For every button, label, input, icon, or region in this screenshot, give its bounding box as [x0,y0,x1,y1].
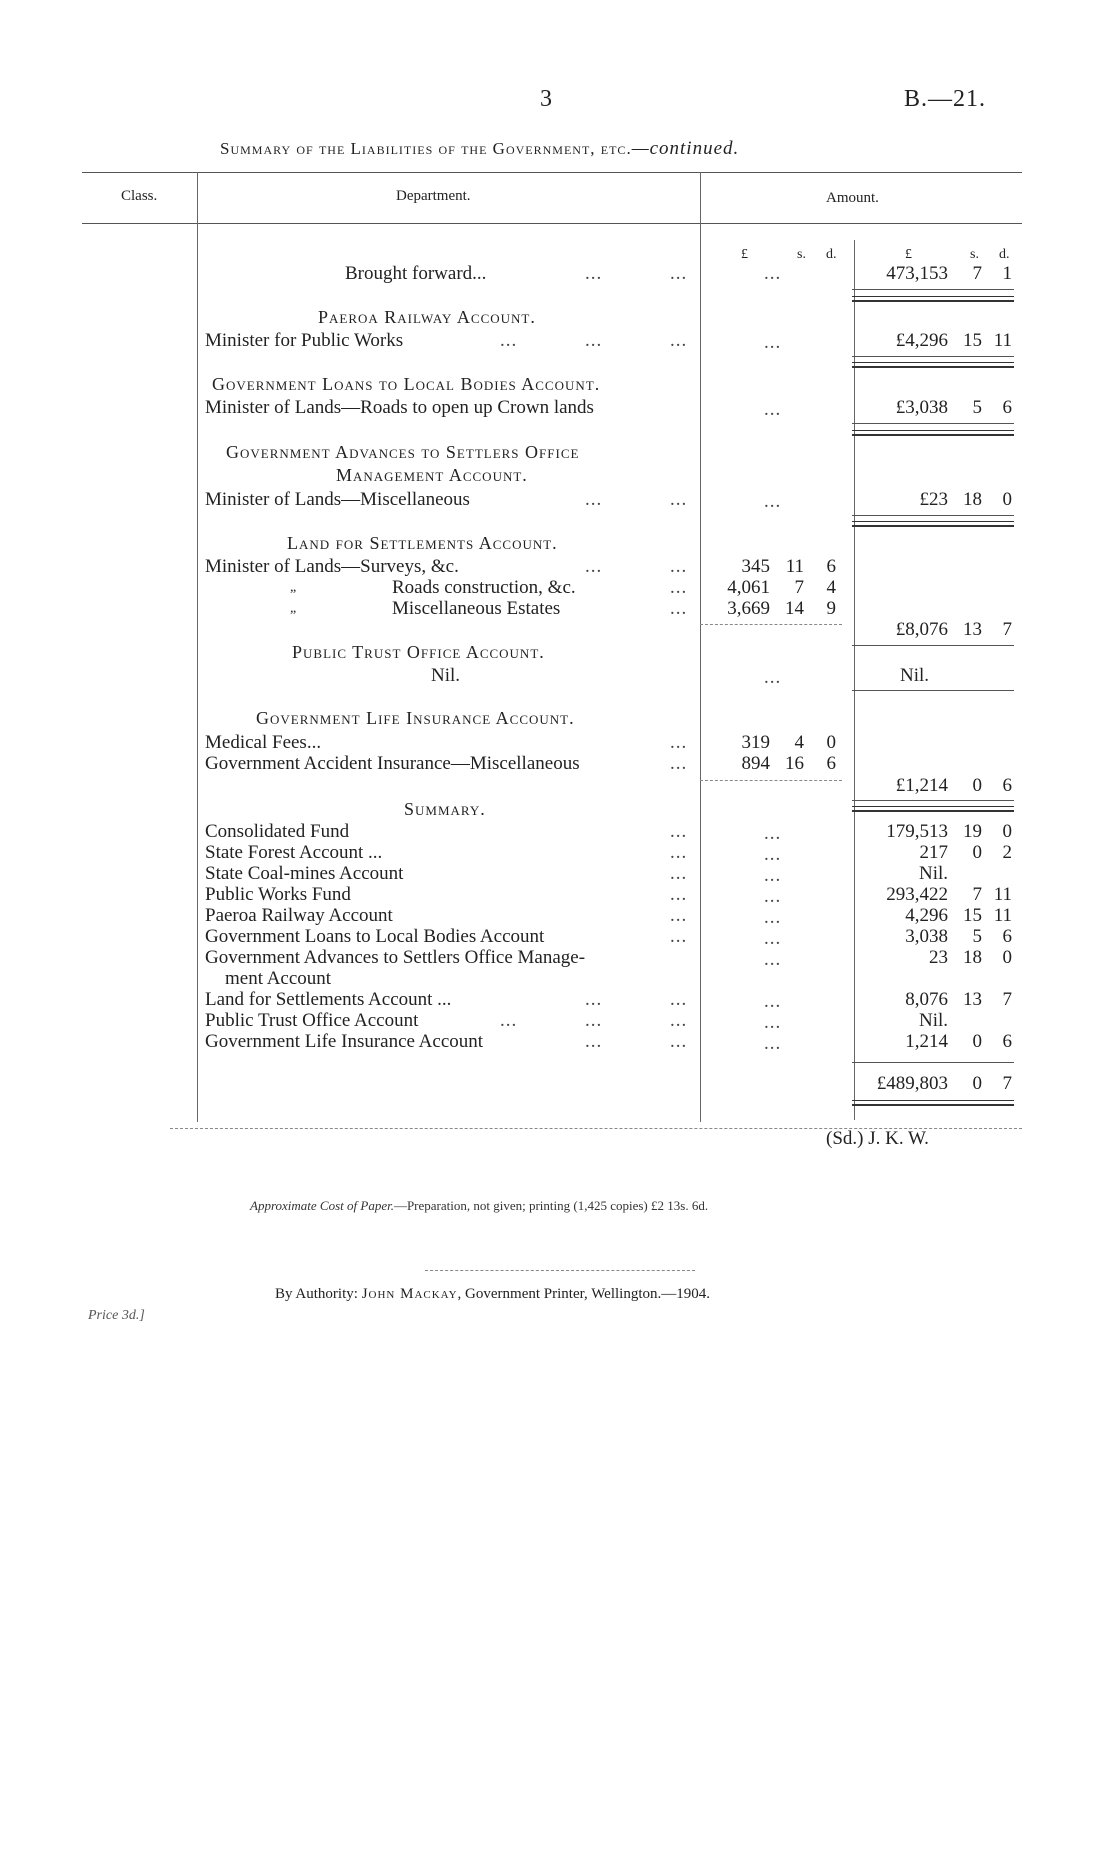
advances-heading-2: Management Account. [336,465,528,485]
amount-dots: ... [764,886,782,907]
summary-item-pounds: 179,513 [886,821,948,842]
amount-dots: ... [764,907,782,928]
unit-d-2: d. [999,247,1010,262]
summary-item-shillings: 13 [963,989,982,1010]
grand-total-shillings: 0 [972,1073,982,1094]
amount-dots: ... [764,991,782,1012]
signature: (Sd.) J. K. W. [826,1128,929,1149]
dots: ... [670,263,688,284]
public-trust-total: Nil. [900,665,930,686]
title-text: Summary of the Liabilities of the Government, etc. [220,139,632,158]
dots: ... [670,926,688,947]
land-item-pence: 4 [826,577,836,598]
land-heading: Land for Settlements Account. [287,533,558,553]
unit-pound-1: £ [741,247,748,262]
summary-item-label: Government Advances to Settlers Office Manage- [205,947,586,968]
summary-heading: Summary. [404,799,486,819]
ditto-mark: „ [290,580,297,595]
sum-rule [852,645,1014,646]
summary-item-label: State Coal-mines Account [205,863,404,884]
land-item-shillings: 14 [785,598,804,619]
header-amount: Amount. [826,190,879,206]
land-item-label: Minister of Lands—Surveys, &c. [205,556,459,577]
land-item-label: Roads construction, &c. [392,577,576,598]
dots: ... [670,989,688,1010]
paeroa-label: Minister for Public Works [205,330,404,351]
cost-text: —Preparation, not given; printing (1,425 copies) £2 13s. 6d. [393,1198,709,1213]
amount-dots: ... [764,263,782,284]
land-item-pence: 6 [826,556,836,577]
total-shillings: 5 [972,397,982,418]
authority-suffix: , Government Printer, Wellington.—1904. [457,1286,711,1302]
subtotal-rule [700,780,842,781]
total-column-divider [854,240,855,1120]
life-item-pounds: 894 [741,753,770,774]
summary-item-label: Paeroa Railway Account [205,905,393,926]
total-pence: 6 [1002,775,1012,796]
summary-item-pounds: 8,076 [905,989,948,1010]
life-item-pounds: 319 [741,732,770,753]
advances-heading-1: Government Advances to Settlers Office [226,442,580,462]
amount-dots: ... [764,332,782,353]
total-pounds: £3,038 [895,397,948,418]
sum-rule [852,289,1014,290]
header-class: Class. [121,188,158,204]
unit-d-1: d. [826,247,837,262]
grand-total-pounds: £489,803 [876,1073,948,1094]
dots: ... [670,556,688,577]
land-item-pounds: 3,669 [727,598,770,619]
amount-dots: ... [764,1012,782,1033]
ditto-mark: „ [290,601,297,616]
double-rule [852,521,1014,527]
loans-label: Minister of Lands—Roads to open up Crown lands [205,397,594,418]
summary-item-label: State Forest Account ... [205,842,383,863]
dots: ... [585,556,603,577]
dots: ... [670,577,688,598]
summary-item-pounds: 23 [929,947,948,968]
life-item-pence: 0 [826,732,836,753]
total-shillings: 18 [963,489,982,510]
summary-item-pounds: 217 [919,842,948,863]
summary-item-pence: 0 [1002,947,1012,968]
loans-heading: Government Loans to Local Bodies Account. [212,374,601,394]
brought-forward-label: Brought forward... [345,263,487,284]
page-number: 3 [540,86,552,112]
summary-item-pounds: 1,214 [905,1031,948,1052]
double-rule [852,362,1014,368]
sum-rule [852,356,1014,357]
land-item-pence: 9 [826,598,836,619]
unit-s-1: s. [797,247,806,262]
summary-item-label: Consolidated Fund [205,821,350,842]
summary-item-label: Public Trust Office Account [205,1010,419,1031]
land-item-pounds: 4,061 [727,577,770,598]
total-pence: 6 [1002,397,1012,418]
summary-item-shillings: 18 [963,947,982,968]
double-rule [852,1100,1014,1106]
unit-pound-2: £ [905,247,912,262]
summary-item-label: Government Life Insurance Account [205,1031,484,1052]
summary-item-pence: 7 [1002,989,1012,1010]
dots: ... [670,598,688,619]
title-continued: —continued. [631,138,740,159]
double-rule [852,430,1014,436]
amount-dots: ... [764,949,782,970]
dots: ... [670,330,688,351]
amount-dots: ... [764,399,782,420]
summary-item-pounds: 3,038 [905,926,948,947]
amount-dots: ... [764,667,782,688]
header-rule [82,223,1022,224]
dots: ... [670,863,688,884]
document-reference: B.—21. [904,86,987,112]
unit-s-2: s. [970,247,979,262]
summary-item-shillings: 0 [972,1031,982,1052]
summary-item-label: Public Works Fund [205,884,351,905]
land-item-shillings: 7 [794,577,804,598]
table-top-rule [82,172,1022,173]
dots: ... [670,753,688,774]
dots: ... [585,1010,603,1031]
cost-note [250,1198,708,1214]
summary-item-shillings: 19 [963,821,982,842]
dots: ... [670,732,688,753]
dots: ... [585,489,603,510]
public-trust-heading: Public Trust Office Account. [292,642,545,662]
total-pounds: £23 [919,489,948,510]
sum-rule [852,515,1014,516]
life-item-pence: 6 [826,753,836,774]
total-pounds: £4,296 [895,330,948,351]
summary-item-pounds: Nil. [918,1010,948,1031]
dots: ... [670,884,688,905]
sum-rule [852,800,1014,801]
total-shillings: 0 [972,775,982,796]
summary-item-pence: 0 [1002,821,1012,842]
summary-item-pounds: 293,422 [886,884,948,905]
total-pence: 7 [1002,619,1012,640]
total-pence: 11 [993,330,1012,351]
amount-column-divider [700,172,701,1122]
paeroa-heading: Paeroa Railway Account. [318,307,536,327]
land-item-shillings: 11 [785,556,804,577]
dots: ... [670,842,688,863]
subtotal-rule [700,624,842,625]
summary-item-shillings: 7 [972,884,982,905]
page-title [220,138,739,160]
amount-dots: ... [764,928,782,949]
amount-dots: ... [764,491,782,512]
summary-item-shillings: 0 [972,842,982,863]
land-item-label: Miscellaneous Estates [392,598,561,619]
total-pounds: £1,214 [895,775,948,796]
amount-dots: ... [764,865,782,886]
dots: ... [585,1031,603,1052]
sum-rule [852,423,1014,424]
header-department: Department. [396,188,471,204]
grand-total-pence: 7 [1002,1073,1012,1094]
total-shillings: 7 [972,263,982,284]
summary-item-shillings: 5 [972,926,982,947]
summary-item-pence: 6 [1002,926,1012,947]
dots: ... [670,1010,688,1031]
life-heading: Government Life Insurance Account. [256,708,575,728]
price: Price 3d.] [88,1308,145,1323]
advances-label: Minister of Lands—Miscellaneous [205,489,470,510]
authority-prefix: By Authority: [275,1286,362,1302]
dots: ... [670,1031,688,1052]
amount-dots: ... [764,844,782,865]
summary-item-label: Government Loans to Local Bodies Account [205,926,545,947]
public-trust-label: Nil. [431,665,461,686]
dots: ... [585,330,603,351]
total-shillings: 15 [963,330,982,351]
dots: ... [585,263,603,284]
footer-rule [425,1270,695,1271]
amount-dots: ... [764,823,782,844]
summary-item-label: Land for Settlements Account ... [205,989,452,1010]
summary-item-pence: 2 [1002,842,1012,863]
summary-item-shillings: 15 [963,905,982,926]
dots: ... [670,821,688,842]
summary-item-pence: 11 [993,884,1012,905]
dots: ... [670,905,688,926]
summary-item-label-cont: ment Account [225,968,332,989]
dots: ... [670,489,688,510]
printer-name: John Mackay [361,1286,458,1302]
total-shillings: 13 [963,619,982,640]
cost-label: Approximate Cost of Paper. [250,1198,394,1213]
amount-dots: ... [764,1033,782,1054]
class-column-divider [197,172,198,1122]
summary-item-pounds: Nil. [918,863,948,884]
total-pence: 1 [1002,263,1012,284]
dots: ... [500,330,518,351]
dots: ... [500,1010,518,1031]
land-item-pounds: 345 [741,556,770,577]
total-pounds: 473,153 [886,263,948,284]
summary-item-pounds: 4,296 [905,905,948,926]
life-item-label: Government Accident Insurance—Miscellaneous [205,753,580,774]
summary-item-pence: 6 [1002,1031,1012,1052]
sum-rule [852,1062,1014,1063]
printer-authority [275,1286,710,1303]
life-item-shillings: 4 [794,732,804,753]
sum-rule [852,690,1014,691]
double-rule [852,806,1014,812]
total-pence: 0 [1002,489,1012,510]
dots: ... [585,989,603,1010]
life-item-label: Medical Fees... [205,732,322,753]
double-rule [852,296,1014,302]
life-item-shillings: 16 [785,753,804,774]
total-pounds: £8,076 [895,619,948,640]
summary-item-pence: 11 [993,905,1012,926]
